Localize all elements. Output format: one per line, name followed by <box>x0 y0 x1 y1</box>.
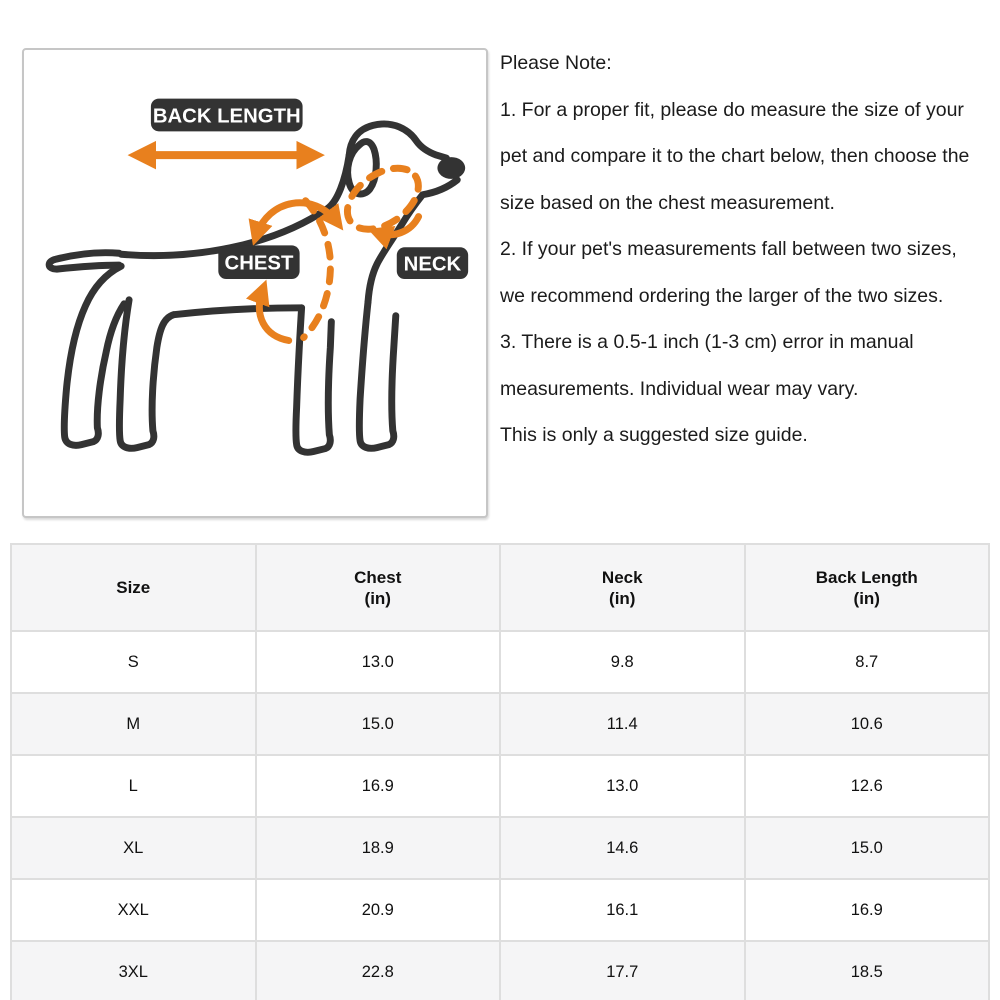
dog-measurement-diagram <box>22 48 488 518</box>
cell-back-length: 10.6 <box>745 693 990 755</box>
notes-title: Please Note: <box>500 52 612 74</box>
table-row <box>11 755 989 817</box>
notes-section <box>500 40 1000 459</box>
cell-size: M <box>11 693 256 755</box>
back-length-badge-label: BACK LENGTH <box>152 105 301 128</box>
cell-neck: 14.6 <box>500 817 745 879</box>
dog-rear-leg-near <box>119 300 173 448</box>
cell-neck: 16.1 <box>500 879 745 941</box>
cell-chest: 20.9 <box>256 879 501 941</box>
table-row <box>11 879 989 941</box>
cell-chest: 15.0 <box>256 693 501 755</box>
cell-back-length: 8.7 <box>745 631 990 693</box>
table-row <box>11 693 989 755</box>
column-title: Size <box>116 578 151 597</box>
cell-neck: 13.0 <box>500 755 745 817</box>
column-title: Neck <box>601 567 643 587</box>
note-line: 3. There is a 0.5-1 inch (1-3 cm) error in manual <box>500 331 914 353</box>
note-line: we recommend ordering the larger of the two sizes. <box>500 284 944 307</box>
column-header-chest <box>256 544 501 631</box>
note-line: pet and compare it to the chart below, then choose the <box>500 145 970 167</box>
chest-bottom-arrow <box>259 289 288 341</box>
dog-diagram-svg <box>24 50 486 516</box>
dog-front-leg-far <box>359 302 395 448</box>
cell-back-length: 15.0 <box>745 817 990 879</box>
dog-outline-drawing <box>49 124 457 452</box>
note-line: measurements. Individual wear may vary. <box>500 377 859 400</box>
size-chart <box>10 543 990 1000</box>
column-unit: (in) <box>853 588 880 608</box>
cell-chest: 22.8 <box>256 941 501 1000</box>
cell-size: S <box>11 631 256 693</box>
note-line: size based on the chest measurement. <box>500 191 835 214</box>
dog-tail <box>49 253 119 269</box>
cell-neck: 9.8 <box>500 631 745 693</box>
column-header-size <box>11 544 256 631</box>
column-header-back-length <box>745 544 990 631</box>
cell-size: L <box>11 755 256 817</box>
cell-chest: 16.9 <box>256 755 501 817</box>
table-row <box>11 817 989 879</box>
cell-back-length: 18.5 <box>745 941 990 1000</box>
header-row <box>11 544 989 631</box>
note-line: This is only a suggested size guide. <box>500 424 808 446</box>
note-line: 1. For a proper fit, please do measure the size of your <box>500 98 964 121</box>
cell-size: XL <box>11 817 256 879</box>
cell-size: 3XL <box>11 941 256 1000</box>
column-title: Back Length <box>815 567 918 587</box>
cell-back-length: 16.9 <box>745 879 990 941</box>
column-title: Chest <box>354 567 402 587</box>
column-unit: (in) <box>609 588 636 608</box>
size-chart-table <box>10 543 990 1000</box>
cell-size: XXL <box>11 879 256 941</box>
table-row <box>11 941 989 1000</box>
chest-badge-label: CHEST <box>224 252 294 275</box>
cell-neck: 17.7 <box>500 941 745 1000</box>
dog-nose <box>437 157 465 179</box>
dog-rear-leg-far <box>64 266 124 445</box>
note-line: 2. If your pet's measurements fall between two sizes, <box>500 238 957 260</box>
cell-chest: 18.9 <box>256 817 501 879</box>
neck-badge-label: NECK <box>403 253 462 276</box>
column-unit: (in) <box>364 588 391 608</box>
cell-neck: 11.4 <box>500 693 745 755</box>
table-row <box>11 631 989 693</box>
cell-chest: 13.0 <box>256 631 501 693</box>
column-header-neck <box>500 544 745 631</box>
dog-belly <box>174 308 302 315</box>
cell-back-length: 12.6 <box>745 755 990 817</box>
